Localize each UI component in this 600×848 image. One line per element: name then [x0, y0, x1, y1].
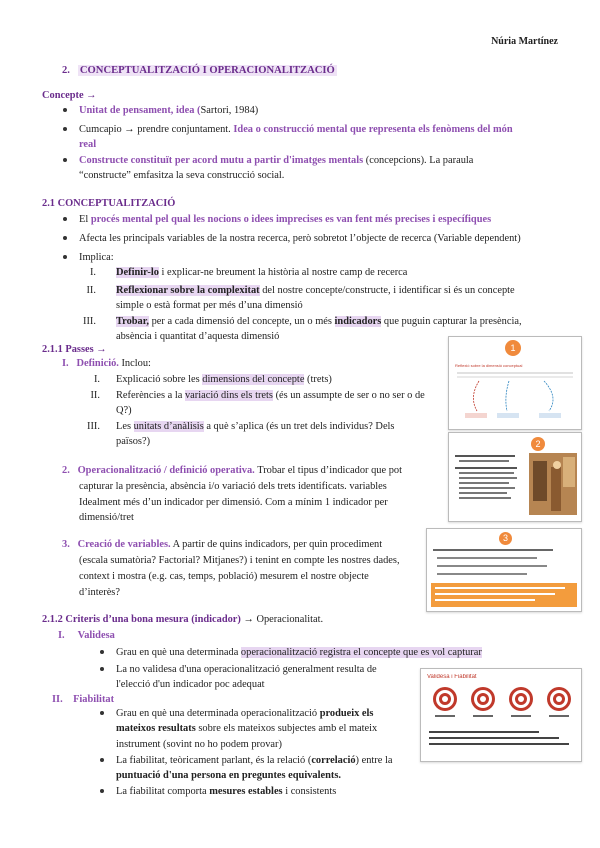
passes-item-3-l4: d’interès?: [79, 587, 120, 598]
fiabilitat-bullet-2: La fiabilitat, teòricament parlant, és la relació (correlació) entre la: [116, 755, 393, 766]
validesa-bullet-2: La no validesa d'una operacionalització generalment resulta de: [116, 664, 377, 675]
bullet: [63, 158, 67, 162]
passes-item-1: I. Definició. Inclou:: [62, 358, 151, 369]
passes-item-3-l2: (escala sumatòria? Factorial? Mitjanes?) i tenint en compte les nostres dades,: [79, 555, 400, 566]
slide-number-badge: 1: [505, 340, 521, 356]
s21-bullet-3: Implica:: [79, 252, 114, 263]
slide-content: [431, 547, 577, 609]
s21-implica-1: Definir-lo i explicar-ne breument la història al nostre camp de recerca: [116, 267, 408, 278]
passes-sub-2: Referències a la variació dins els trets (és un assumpte de ser o no ser o de: [116, 390, 425, 401]
passes-item-2-l2: capturar la presència, absència i/o variació dels trets identificats. variables: [79, 481, 387, 492]
slide-thumbnail-4: [420, 668, 582, 762]
target-icon: [471, 687, 495, 711]
fiabilitat-bullet-1-l3: instrument (sovint no ho podem provar): [116, 739, 282, 750]
bullet: [100, 711, 104, 715]
concepte-bullet-2: Cumcapio → prendre conjuntament. Idea o construcció mental que representa els fenòmens del món: [79, 124, 513, 135]
concepte-bullet-3-cont: “constructe” emfasitza la seva construcció social.: [79, 170, 285, 181]
roman-numeral: III.: [87, 421, 100, 432]
bullet: [63, 236, 67, 240]
concepte-bullet-1: Unitat de pensament, idea (Sartori, 1984): [79, 105, 259, 116]
bullet: [63, 255, 67, 259]
bullet: [100, 789, 104, 793]
slide-thumbnail-1: [448, 336, 582, 430]
bullet: [100, 667, 104, 671]
s21-implica-3-cont: absència i quantitat d’aquesta dimensió: [116, 331, 280, 342]
slide-title: Reflexió sobre la dimensió conceptual: [455, 363, 523, 368]
passes-item-2: 2. Operacionalització / definició operativa. Trobar el tipus d’indicador que pot: [62, 465, 402, 476]
roman-numeral: I.: [89, 267, 96, 278]
fiabilitat-bullet-1-l2: mateixos resultats sobre els mateixos subjectes amb el mateix: [116, 723, 378, 734]
author-name: Núria Martínez: [491, 36, 558, 47]
passes-sub-2-cont: Q?): [116, 405, 132, 416]
validesa-bullet-1: Grau en què una determinada operacionalització registra el concepte que es vol capturar: [116, 647, 482, 658]
passes-sub-3-cont: països?): [116, 436, 151, 447]
slide-number-badge: 2: [531, 437, 545, 451]
bullet: [63, 108, 67, 112]
roman-numeral: II.: [90, 390, 100, 401]
s21-bullet-2: Afecta les principals variables de la nostra recerca, però sobretot l’objecte de recerca (Variable dependent): [79, 233, 521, 244]
roman-numeral: I.: [93, 374, 100, 385]
passes-sub-3: Les unitats d’anàlisis a què s’aplica (és un tret dels individus? Dels: [116, 421, 395, 432]
roman-numeral: III.: [83, 316, 96, 327]
passes-sub-1: Explicació sobre les dimensions del concepte (trets): [116, 374, 332, 385]
fiabilitat-heading: II. Fiabilitat: [52, 694, 115, 705]
validesa-bullet-2-cont: l'elecció d'un indicador poc adequat: [116, 679, 265, 690]
s21-implica-2: Reflexionar sobre la complexitat del nostre concepte/constructe, i identificar si és un concepte: [116, 285, 515, 296]
passes-item-3: 3. Creació de variables. A partir de quins indicadors, per quin procediment: [62, 539, 383, 550]
page-title: 2. CONCEPTUALITZACIÓ I OPERACIONALITZACIÓ: [62, 65, 335, 76]
slide-title: Validesa i Fiabilitat: [427, 674, 477, 680]
concepte-bullet-3: Constructe constituït per acord mutu a partir d'imatges mentals (concepcions). La paraula: [79, 155, 474, 166]
fiabilitat-bullet-2-cont: puntuació d'una persona en preguntes equivalents.: [116, 770, 341, 781]
slide-thumbnail-3: [426, 528, 582, 612]
fiabilitat-bullet-1: Grau en què una determinada operacionalització produeix els: [116, 708, 374, 719]
fiabilitat-bullet-3: La fiabilitat comporta mesures estables i consistents: [116, 786, 337, 797]
slide-number-badge: 3: [499, 532, 512, 545]
bullet: [63, 217, 67, 221]
roman-numeral: II.: [86, 285, 96, 296]
bullet: [100, 650, 104, 654]
slide-diagram: [449, 367, 581, 427]
bullet: [100, 758, 104, 762]
passes-item-2-l3: Idealment més d’un indicador per dimensió. Com a mínim 1 indicador per: [79, 497, 388, 508]
s21-implica-3: Trobar, per a cada dimensió del concepte, un o més indicadors que puguin capturar la presència,: [116, 316, 522, 327]
passes-item-3-l3: context i mostra (e.g. cas, temps, població) mesurem el nostre objecte: [79, 571, 369, 582]
slide-targets: [425, 683, 577, 759]
slide-thumbnail-2: [448, 432, 582, 522]
target-icon: [547, 687, 571, 711]
section-2-1-2-heading: 2.1.2 Criteris d’una bona mesura (indicador) → Operacionalitat.: [42, 614, 324, 625]
s21-implica-2-cont: simple o està format per més d’una dimensió: [116, 300, 303, 311]
section-2-1-1-heading: 2.1.1 Passes →: [42, 344, 107, 355]
concepte-heading: Concepte →: [42, 90, 97, 101]
slide-photo: [529, 453, 577, 515]
target-icon: [509, 687, 533, 711]
validesa-heading: I. Validesa: [58, 630, 115, 641]
slide-text-lines: [455, 453, 525, 515]
bullet: [63, 127, 67, 131]
s21-bullet-1: El procés mental pel qual les nocions o idees imprecises es van fent més precises i específiques: [79, 214, 492, 225]
section-2-1-heading: 2.1 CONCEPTUALITZACIÓ: [42, 198, 176, 209]
concepte-bullet-2-cont: real: [79, 139, 97, 150]
passes-item-2-l4: dimensió/tret: [79, 512, 134, 523]
target-icon: [433, 687, 457, 711]
